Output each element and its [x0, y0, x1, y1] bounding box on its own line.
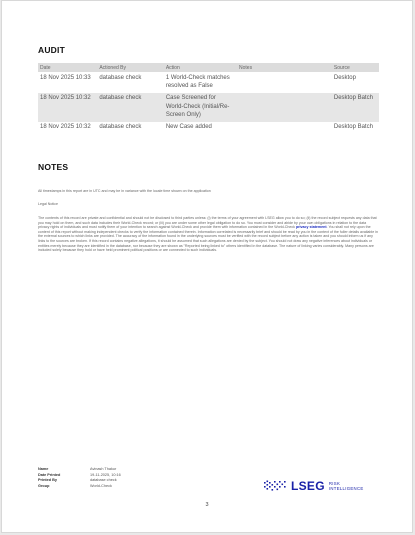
cell-date: 18 Nov 2025 10:33	[40, 74, 91, 81]
col-action: Action	[164, 63, 237, 72]
tagline-line2: INTELLIGENCE	[328, 486, 364, 491]
lseg-logo	[263, 479, 364, 493]
cell-action: New Case added	[165, 124, 212, 130]
privacy-statement-link[interactable]: privacy statement	[295, 225, 327, 230]
footer-value-printed-by: database check	[90, 478, 117, 482]
footer-value-group: World-Check	[90, 483, 112, 488]
cell-action: 1 World-Check matches resolved as False	[165, 74, 230, 89]
timezone-note: All timestamps in this report are in UTC and may be in variance with the locale time shown on the application	[38, 189, 211, 193]
table-row	[38, 122, 379, 134]
cell-source: Desktop Batch	[332, 93, 379, 122]
cell-action: Case Screened for World-Check (Initial/Re-Screen Only)	[164, 93, 237, 122]
legal-notice-body	[38, 216, 378, 253]
cell-actioned-by: database check	[99, 124, 142, 130]
cell-source: Desktop Batch	[333, 124, 373, 130]
cell-date: 18 Nov 2025 10:32	[40, 124, 91, 130]
cell-source: Desktop	[333, 74, 356, 81]
cell-actioned-by: database check	[99, 74, 142, 81]
col-source: Source	[332, 63, 379, 72]
tagline-line1: RISK	[328, 481, 341, 486]
footer-value-name: Avinash Thakur	[90, 467, 117, 471]
table-row	[38, 93, 379, 122]
audit-heading: AUDIT	[38, 45, 65, 55]
table-row	[38, 72, 379, 93]
cell-notes	[237, 122, 332, 134]
notes-heading: NOTES	[38, 162, 69, 172]
footer-value-date-printed: 19-11-2025, 10:16	[90, 472, 121, 477]
report-page	[1, 0, 413, 533]
footer-label-name: Name	[38, 467, 49, 471]
lseg-wordmark: LSEG	[291, 479, 325, 493]
footer-label-group: Group	[38, 483, 50, 488]
cell-notes	[237, 93, 332, 122]
cell-date: 18 Nov 2025 10:32	[38, 93, 97, 122]
col-actioned-by: Actioned By	[97, 63, 164, 72]
footer-label-date-printed: Date Printed	[38, 472, 61, 477]
legal-notice-heading: Legal Notice	[38, 202, 58, 206]
cell-notes	[237, 72, 332, 93]
lseg-tagline	[329, 481, 364, 491]
audit-header-row	[38, 63, 379, 72]
col-date: Date	[38, 63, 97, 72]
report-footer	[38, 467, 121, 489]
lseg-logo-icon	[263, 479, 288, 493]
page-number: 3	[205, 502, 209, 508]
col-notes: Notes	[237, 63, 332, 72]
footer-label-printed-by: Printed By	[38, 478, 57, 482]
cell-actioned-by: database check	[97, 93, 164, 122]
legal-text-part1: The contents of this record are private and confidential and should not be disclosed to third parties unless: (i) the terms of your agreement with LSEG allow you to do so; (ii) the record subject requests any data that you may hold on them, and such data includes their World-Check record; or (iii) you are under some other legal obligation to do so. You must consider and abide by your own obligations in relation to the data privacy rights of individuals and must notify them of your intention to search against World-Check and provide them with information contained in the World-Check	[38, 216, 377, 230]
audit-table	[38, 63, 379, 134]
legal-text-part2: . You shall not rely upon the content of this report without making independent checks to verify the information contained therein. Information correlated is necessarily brief and should be read by you in the context of the fuller details available in the external sources to which links are provided. The accuracy of the information found in the underlying sources must be verified with the record subject before any action is taken and you should inform us if any links to the sources are broken. If this record contains negative allegations, it should be assumed that such allegations are denied by the subject. You should not draw any negative inferences about individuals or entities merely because they are identified in the database, nor because they are shown as "Reported being linked to" others identified in the database. The nature of linking varies considerably. Many persons are included solely because they hold or have held prominent political positions or are connected to such individuals.	[38, 225, 379, 253]
